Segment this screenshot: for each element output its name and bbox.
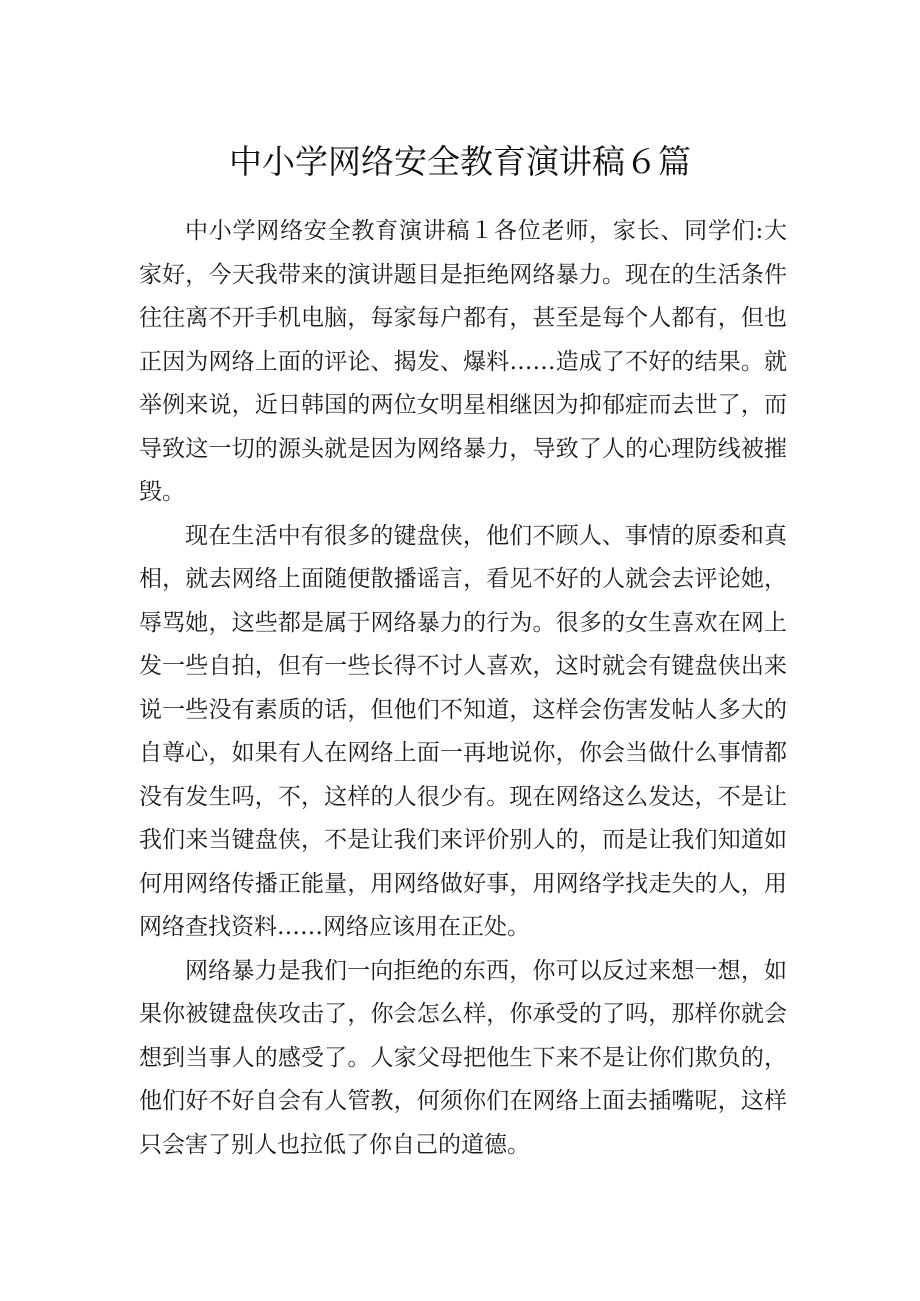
paragraph-2: 现在生活中有很多的键盘侠，他们不顾人、事情的原委和真相，就去网络上面随便散播谣言，看见不好的人就会去评论她，辱骂她，这些都是属于网络暴力的行为。很多的女生喜欢在网上发一些自拍，但有一些长得不讨人喜欢，这时就会有键盘侠出来说一些没有素质的话，但他们不知道，这样会伤害发帖人多大的自尊心，如果有人在网络上面一再地说你，你会当做什么事情都没有发生吗，不，这样的人很少有。现在网络这么发达，不是让我们来当键盘侠，不是让我们来评价别人的，而是让我们知道如何用网络传播正能量，用网络做好事，用网络学找走失的人，用网络查找资料……网络应该用在正处。 (139, 522, 787, 940)
document-title: 中小学网络安全教育演讲稿６篇 (229, 142, 691, 182)
document-body (139, 210, 787, 1167)
paragraph-1: 中小学网络安全教育演讲稿１各位老师，家长、同学们:大家好，今天我带来的演讲题目是拒绝网络暴力。现在的生活条件往往离不开手机电脑，每家每户都有，甚至是每个人都有，但也正因为网络上面的评论、揭发、爆料……造成了不好的结果。就举例来说，近日韩国的两位女明星相继因为抑郁症而去世了，而导致这一切的源头就是因为网络暴力，导致了人的心理防线被摧毁。 (139, 218, 787, 505)
paragraph-3: 网络暴力是我们一向拒绝的东西，你可以反过来想一想，如果你被键盘侠攻击了，你会怎么样，你承受的了吗，那样你就会想到当事人的感受了。人家父母把他生下来不是让你们欺负的，他们好不好自会有人管教，何须你们在网络上面去插嘴呢，这样只会害了别人也拉低了你自己的道德。 (139, 957, 787, 1158)
